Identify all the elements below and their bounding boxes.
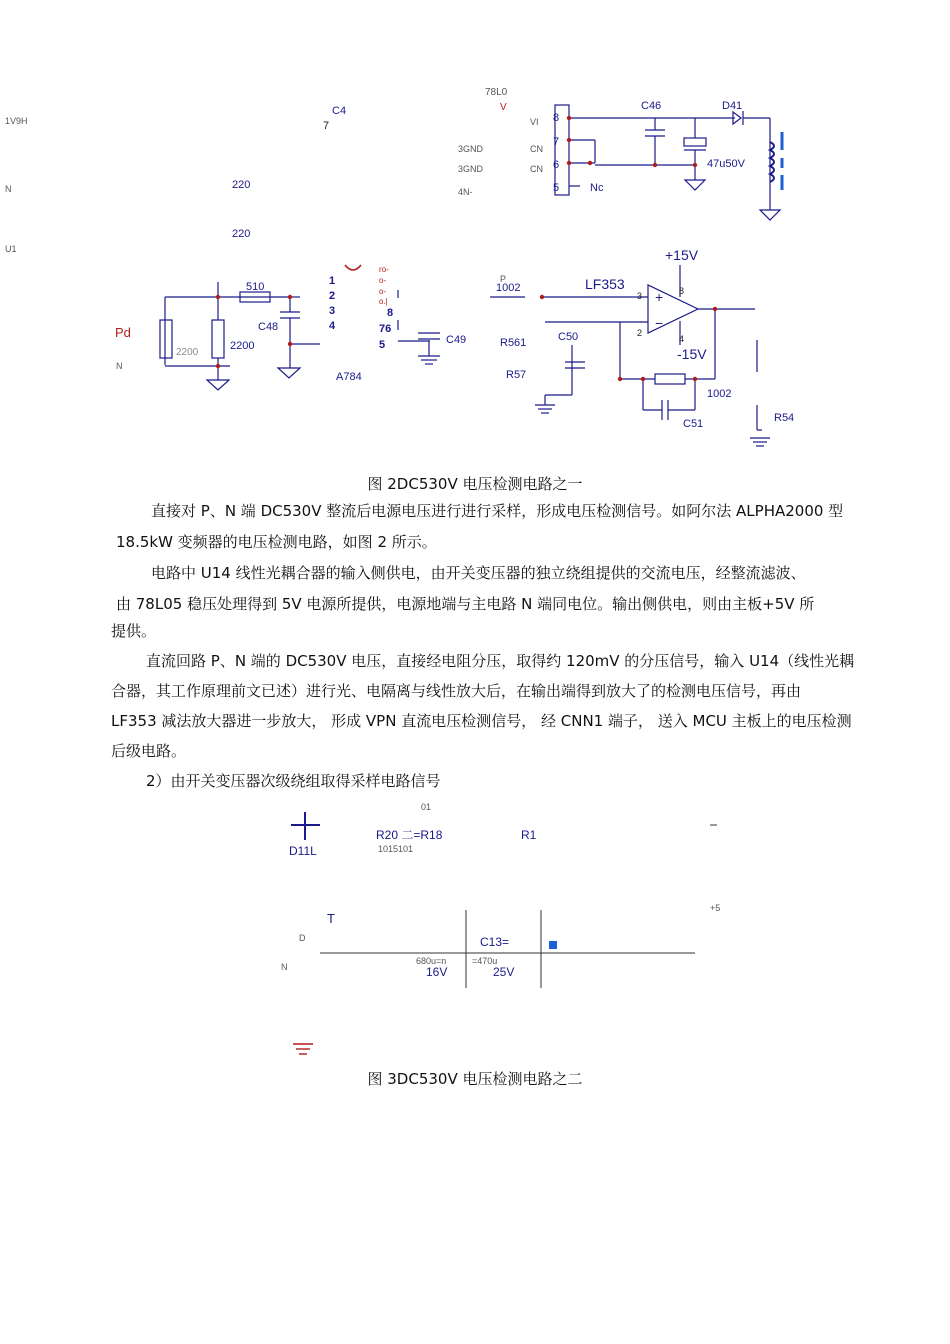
label-o-line-2: o- <box>379 276 387 285</box>
label-opin4: 4 <box>679 334 685 344</box>
label-a784: A784 <box>336 371 362 383</box>
label-pin5: 5 <box>553 182 560 194</box>
label-r2200a: 2200 <box>176 347 199 358</box>
label-d: D <box>299 933 306 943</box>
label-v16: 16V <box>426 965 448 979</box>
label-cap-val: 47u50V <box>707 158 745 170</box>
label-t: T <box>327 911 335 926</box>
figure-caption-1: 图 2DC530V 电压检测电路之一 <box>367 475 583 493</box>
label-r561: R561 <box>500 337 527 349</box>
label-v470: =470u <box>472 956 498 966</box>
label-lf353: LF353 <box>585 276 625 292</box>
label-in-c: 4N- <box>458 187 473 197</box>
paragraph-line-8: LF353 减法放大器进一步放大， 形成 VPN 直流电压检测信号， 经 CNN1 端子， 送入 MCU 主板上的电压检测 <box>111 712 852 730</box>
label-pin8: 8 <box>553 112 560 124</box>
paragraph-line-3: 电路中 U14 线性光耦合器的输入侧供电，由开关变压器的独立绕组提供的交流电压，经整流滤波、 <box>151 564 806 582</box>
label-frag1: 01 <box>421 802 432 812</box>
label-in-b: CN <box>530 164 543 174</box>
label-pin5b: 5 <box>379 339 386 351</box>
label-r1002b: 1002 <box>707 388 732 400</box>
label-n: N <box>281 962 288 972</box>
label-pin3: 3 <box>329 305 336 317</box>
label-in-a: CN <box>530 144 543 154</box>
label-c50: C50 <box>558 331 579 343</box>
label-c49: C49 <box>446 334 467 346</box>
label-pin7: 7 <box>553 136 560 148</box>
paragraph-line-9: 后级电路。 <box>111 742 187 760</box>
label-r220b: 220 <box>232 228 251 240</box>
label-d41: D41 <box>722 100 743 112</box>
label-pd: Pd <box>115 325 131 340</box>
svg-text:+: + <box>655 289 664 305</box>
label-v680: 680u=n <box>416 956 447 966</box>
label-v9: 1V9H <box>5 116 28 126</box>
label-r2200b: 2200 <box>230 340 255 352</box>
label-n-bottom: N <box>116 361 123 371</box>
label-seven: 7 <box>323 120 330 132</box>
label-opin3: 3 <box>637 291 643 301</box>
label-plus5: +5 <box>710 903 721 913</box>
label-r1002a: 1002 <box>496 282 521 294</box>
paragraph-line-1: 直接对 P、N 端 DC530V 整流后电源电压进行进行采样，形成电压检测信号。如阿尔法 ALPHA2000 型 <box>151 502 844 520</box>
paragraph-line-10: 2）由开关变压器次级绕组取得采样电路信号 <box>146 772 441 790</box>
label-r220a: 220 <box>232 179 251 191</box>
label-c4: C4 <box>332 105 347 117</box>
label-c46: C46 <box>641 100 662 112</box>
label-pin4: 4 <box>329 320 336 332</box>
paragraph-line-6: 直流回路 P、N 端的 DC530V 电压，直接经电阻分压，取得约 120mV 的分压信号，输入 U14（线性光耦 <box>146 652 855 670</box>
label-opin8: 8 <box>679 286 685 296</box>
label-o-line-4: o.| <box>379 297 388 306</box>
label-pin6: 6 <box>553 159 560 171</box>
paragraph-line-4: 由 78L05 稳压处理得到 5V 电源所提供，电源地端与主电路 N 端同电位。输出侧供电，则由主板+5V 所 <box>116 595 815 613</box>
label-v25: 25V <box>493 965 515 979</box>
label-sv: V <box>500 102 507 113</box>
label-pin2: 2 <box>329 290 336 302</box>
label-r57: R57 <box>506 369 527 381</box>
label-pin76: 76 <box>379 323 392 335</box>
label-r20: R20 二=R18 <box>376 828 443 842</box>
paragraph-line-7: 合器，其工作原理前文已述）进行光、电隔离与线性放大后，在输出端得到放大了的检测电压信号，再由 <box>111 682 802 700</box>
label-reg: 78L0 <box>485 87 508 98</box>
paragraph-line-5: 提供。 <box>111 622 157 640</box>
label-r1: R1 <box>521 828 537 842</box>
label-nc: Nc <box>590 182 604 194</box>
label-o-line-1: ro- <box>379 265 389 274</box>
label-o-line-3: o- <box>379 287 387 296</box>
label-opin2: 2 <box>637 328 643 338</box>
label-c48: C48 <box>258 321 279 333</box>
label-gnd2: 3GND <box>458 164 484 174</box>
label-d11l: D11L <box>289 844 317 858</box>
label-gnd1: 3GND <box>458 144 484 154</box>
svg-text:−: − <box>655 315 664 331</box>
label-r510: 510 <box>246 281 265 293</box>
label-c13: C13= <box>480 935 510 949</box>
label-r54: R54 <box>774 412 795 424</box>
label-c51: C51 <box>683 418 704 430</box>
label-vi: VI <box>530 117 539 127</box>
label-minus15: -15V <box>677 346 707 362</box>
label-pfx: P <box>500 274 507 284</box>
label-frag2: 1015101 <box>378 844 414 854</box>
label-u1: U1 <box>5 244 17 254</box>
circuit-diagram-1 <box>0 0 950 460</box>
paragraph-line-2: 18.5kW 变频器的电压检测电路，如图 2 所示。 <box>116 533 437 551</box>
label-pin8b: 8 <box>387 307 394 319</box>
figure-caption-2: 图 3DC530V 电压检测电路之二 <box>367 1070 583 1088</box>
label-n-left: N <box>5 184 12 194</box>
label-plus15: +15V <box>665 247 699 263</box>
label-pin1: 1 <box>329 275 336 287</box>
